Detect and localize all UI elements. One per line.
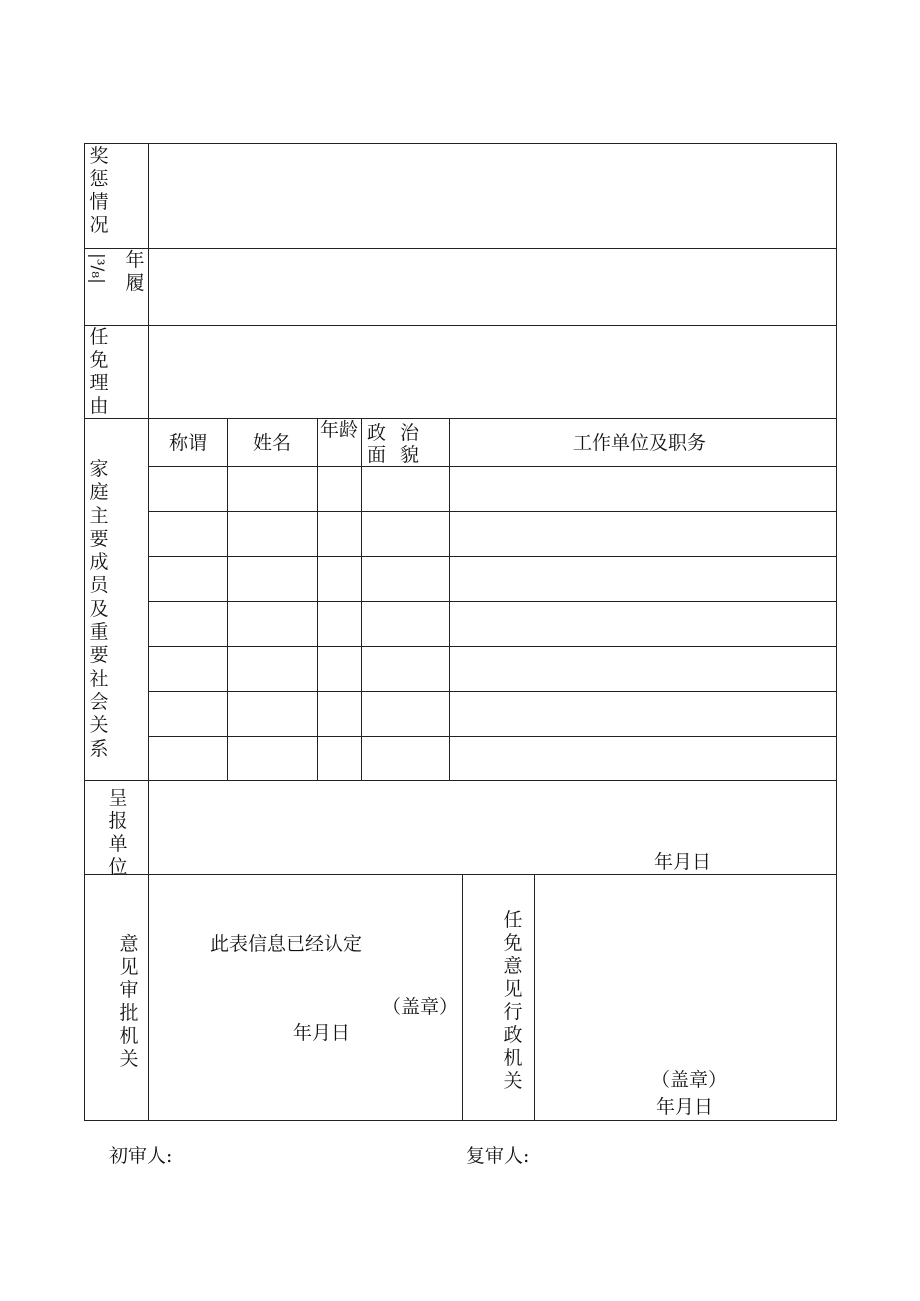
submit-unit-field[interactable] <box>149 781 836 874</box>
approval-seal: （盖章） <box>382 996 459 1018</box>
family-label: 家庭主要成员及重要社会关系 <box>89 458 109 760</box>
header-political-a: 政 <box>367 422 387 444</box>
first-reviewer-label: 初审人: <box>109 1145 173 1167</box>
header-age: 年龄 <box>320 419 359 441</box>
header-political-c: 面 <box>367 444 387 466</box>
header-title: 称谓 <box>169 432 208 454</box>
reason-label: 任免理由 <box>89 326 109 417</box>
submit-date: 年月日 <box>654 851 712 873</box>
submit-unit-label: 呈报单位 <box>108 787 128 878</box>
family-row-divider <box>148 646 837 647</box>
family-row-divider <box>148 511 837 512</box>
family-row-divider <box>148 601 837 602</box>
approval-col-divider <box>534 874 535 1120</box>
row-divider <box>84 874 837 875</box>
table-border-right <box>836 143 837 1121</box>
annual-field[interactable] <box>149 249 836 325</box>
approval-org-label: 意见审批机关 <box>119 933 139 1070</box>
approval-confirmed-text: 此表信息已经认定 <box>210 933 363 955</box>
header-political-d: 貌 <box>400 444 420 466</box>
family-col-divider <box>317 418 318 780</box>
row-divider <box>84 418 837 419</box>
approval-col-divider <box>462 874 463 1120</box>
family-row-divider <box>148 466 837 467</box>
rewards-field[interactable] <box>149 144 836 248</box>
admin-seal: （盖章） <box>651 1069 728 1091</box>
annual-label: 年履 <box>125 249 145 294</box>
header-political-b: 治 <box>400 422 420 444</box>
table-border-bottom <box>84 1120 837 1121</box>
second-reviewer-label: 复审人: <box>466 1145 530 1167</box>
family-col-divider <box>449 418 450 780</box>
table-border-left <box>84 143 85 1121</box>
family-col-divider <box>361 418 362 780</box>
admin-org-label: 任免意见行政机关 <box>503 909 523 1092</box>
family-col-divider <box>227 418 228 780</box>
family-row-divider <box>148 691 837 692</box>
annual-label-mark: |³/₈| <box>87 253 107 284</box>
admin-date: 年月日 <box>656 1096 714 1118</box>
reason-field[interactable] <box>149 326 836 418</box>
approval-date: 年月日 <box>293 1022 351 1044</box>
family-row-divider <box>148 556 837 557</box>
family-row-divider <box>148 736 837 737</box>
header-name: 姓名 <box>253 432 292 454</box>
header-work: 工作单位及职务 <box>573 432 707 454</box>
rewards-label: 奖惩情况 <box>89 145 109 236</box>
